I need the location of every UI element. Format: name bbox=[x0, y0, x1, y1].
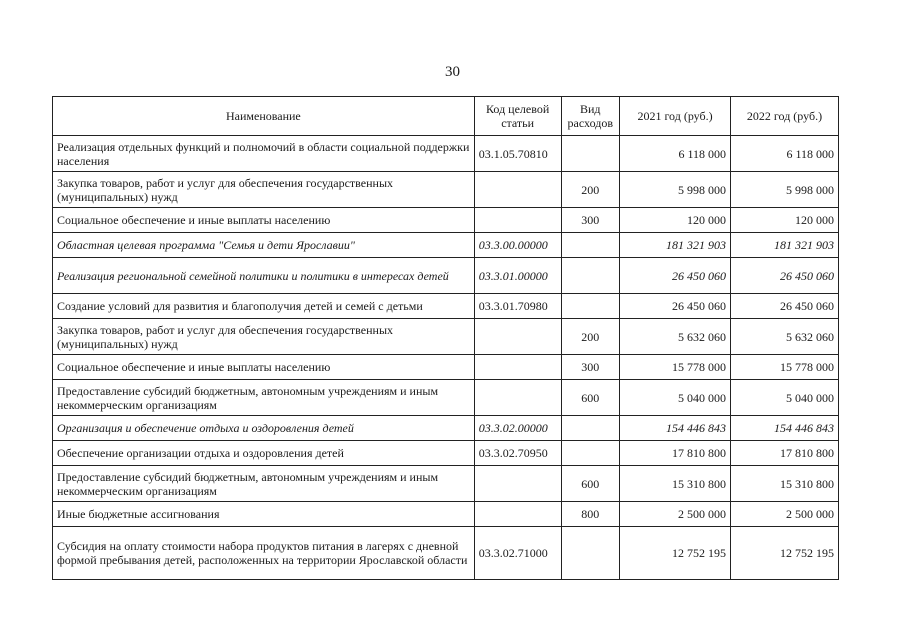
row-type bbox=[561, 416, 620, 441]
row-2021: 15 778 000 bbox=[620, 355, 731, 380]
row-2022: 15 310 800 bbox=[731, 466, 839, 502]
row-2022: 15 778 000 bbox=[731, 355, 839, 380]
row-2021: 26 450 060 bbox=[620, 258, 731, 294]
row-2021: 2 500 000 bbox=[620, 502, 731, 527]
table-row bbox=[53, 172, 839, 208]
row-name: Обеспечение организации отдыха и оздоровления детей bbox=[53, 441, 475, 466]
row-2021: 5 998 000 bbox=[620, 172, 731, 208]
table-row bbox=[53, 258, 839, 294]
row-name: Организация и обеспечение отдыха и оздоровления детей bbox=[53, 416, 475, 441]
row-2021: 6 118 000 bbox=[620, 136, 731, 172]
row-code: 03.3.02.70950 bbox=[474, 441, 561, 466]
table-row bbox=[53, 527, 839, 580]
table-row bbox=[53, 355, 839, 380]
row-type bbox=[561, 233, 620, 258]
row-code: 03.3.02.71000 bbox=[474, 527, 561, 580]
row-name: Закупка товаров, работ и услуг для обеспечения государственных (муниципальных) нужд bbox=[53, 172, 475, 208]
row-2021: 5 632 060 bbox=[620, 319, 731, 355]
row-type: 200 bbox=[561, 172, 620, 208]
row-type: 600 bbox=[561, 466, 620, 502]
table-row bbox=[53, 208, 839, 233]
row-2022: 5 998 000 bbox=[731, 172, 839, 208]
table-row bbox=[53, 294, 839, 319]
row-code bbox=[474, 380, 561, 416]
row-name: Реализация региональной семейной политики и политики в интересах детей bbox=[53, 258, 475, 294]
table-row bbox=[53, 502, 839, 527]
row-code bbox=[474, 172, 561, 208]
row-code bbox=[474, 319, 561, 355]
row-2022: 154 446 843 bbox=[731, 416, 839, 441]
row-type: 600 bbox=[561, 380, 620, 416]
row-type bbox=[561, 258, 620, 294]
row-code: 03.3.01.70980 bbox=[474, 294, 561, 319]
row-code bbox=[474, 466, 561, 502]
row-2021: 15 310 800 bbox=[620, 466, 731, 502]
row-name: Социальное обеспечение и иные выплаты населению bbox=[53, 355, 475, 380]
row-code bbox=[474, 502, 561, 527]
row-2022: 26 450 060 bbox=[731, 258, 839, 294]
table-row bbox=[53, 319, 839, 355]
header-code: Код целевой статьи bbox=[474, 97, 561, 136]
table-row bbox=[53, 466, 839, 502]
header-2021: 2021 год (руб.) bbox=[620, 97, 731, 136]
row-2021: 12 752 195 bbox=[620, 527, 731, 580]
row-type bbox=[561, 136, 620, 172]
row-2021: 5 040 000 bbox=[620, 380, 731, 416]
row-name: Создание условий для развития и благополучия детей и семей с детьми bbox=[53, 294, 475, 319]
row-2021: 17 810 800 bbox=[620, 441, 731, 466]
row-type: 800 bbox=[561, 502, 620, 527]
table-header-row bbox=[53, 97, 839, 136]
row-2022: 120 000 bbox=[731, 208, 839, 233]
row-name: Областная целевая программа "Семья и дети Ярославии" bbox=[53, 233, 475, 258]
header-name: Наименование bbox=[53, 97, 475, 136]
row-name: Субсидия на оплату стоимости набора продуктов питания в лагерях с дневной формой пребывания детей, расположенных на территории Ярославской области bbox=[53, 527, 475, 580]
row-code: 03.1.05.70810 bbox=[474, 136, 561, 172]
header-2022: 2022 год (руб.) bbox=[731, 97, 839, 136]
row-code: 03.3.00.00000 bbox=[474, 233, 561, 258]
row-type bbox=[561, 441, 620, 466]
row-code: 03.3.02.00000 bbox=[474, 416, 561, 441]
row-code bbox=[474, 355, 561, 380]
row-name: Закупка товаров, работ и услуг для обеспечения государственных (муниципальных) нужд bbox=[53, 319, 475, 355]
row-code: 03.3.01.00000 bbox=[474, 258, 561, 294]
row-name: Предоставление субсидий бюджетным, автономным учреждениям и иным некоммерческим организациям bbox=[53, 466, 475, 502]
row-2022: 2 500 000 bbox=[731, 502, 839, 527]
row-type: 300 bbox=[561, 208, 620, 233]
table-row bbox=[53, 233, 839, 258]
row-name: Социальное обеспечение и иные выплаты населению bbox=[53, 208, 475, 233]
row-type bbox=[561, 527, 620, 580]
page-number: 30 bbox=[445, 64, 460, 80]
header-type: Вид расходов bbox=[561, 97, 620, 136]
row-name: Предоставление субсидий бюджетным, автономным учреждениям и иным некоммерческим организациям bbox=[53, 380, 475, 416]
row-type: 300 bbox=[561, 355, 620, 380]
row-2022: 5 632 060 bbox=[731, 319, 839, 355]
table-row bbox=[53, 136, 839, 172]
row-name: Реализация отдельных функций и полномочий в области социальной поддержки населения bbox=[53, 136, 475, 172]
budget-table bbox=[52, 96, 839, 580]
row-2022: 17 810 800 bbox=[731, 441, 839, 466]
row-2021: 181 321 903 bbox=[620, 233, 731, 258]
row-2022: 5 040 000 bbox=[731, 380, 839, 416]
row-code bbox=[474, 208, 561, 233]
row-type: 200 bbox=[561, 319, 620, 355]
table-row bbox=[53, 416, 839, 441]
row-2022: 6 118 000 bbox=[731, 136, 839, 172]
row-2022: 26 450 060 bbox=[731, 294, 839, 319]
table-row bbox=[53, 380, 839, 416]
row-2022: 12 752 195 bbox=[731, 527, 839, 580]
row-name: Иные бюджетные ассигнования bbox=[53, 502, 475, 527]
row-2021: 154 446 843 bbox=[620, 416, 731, 441]
row-type bbox=[561, 294, 620, 319]
row-2021: 120 000 bbox=[620, 208, 731, 233]
row-2021: 26 450 060 bbox=[620, 294, 731, 319]
row-2022: 181 321 903 bbox=[731, 233, 839, 258]
table-row bbox=[53, 441, 839, 466]
